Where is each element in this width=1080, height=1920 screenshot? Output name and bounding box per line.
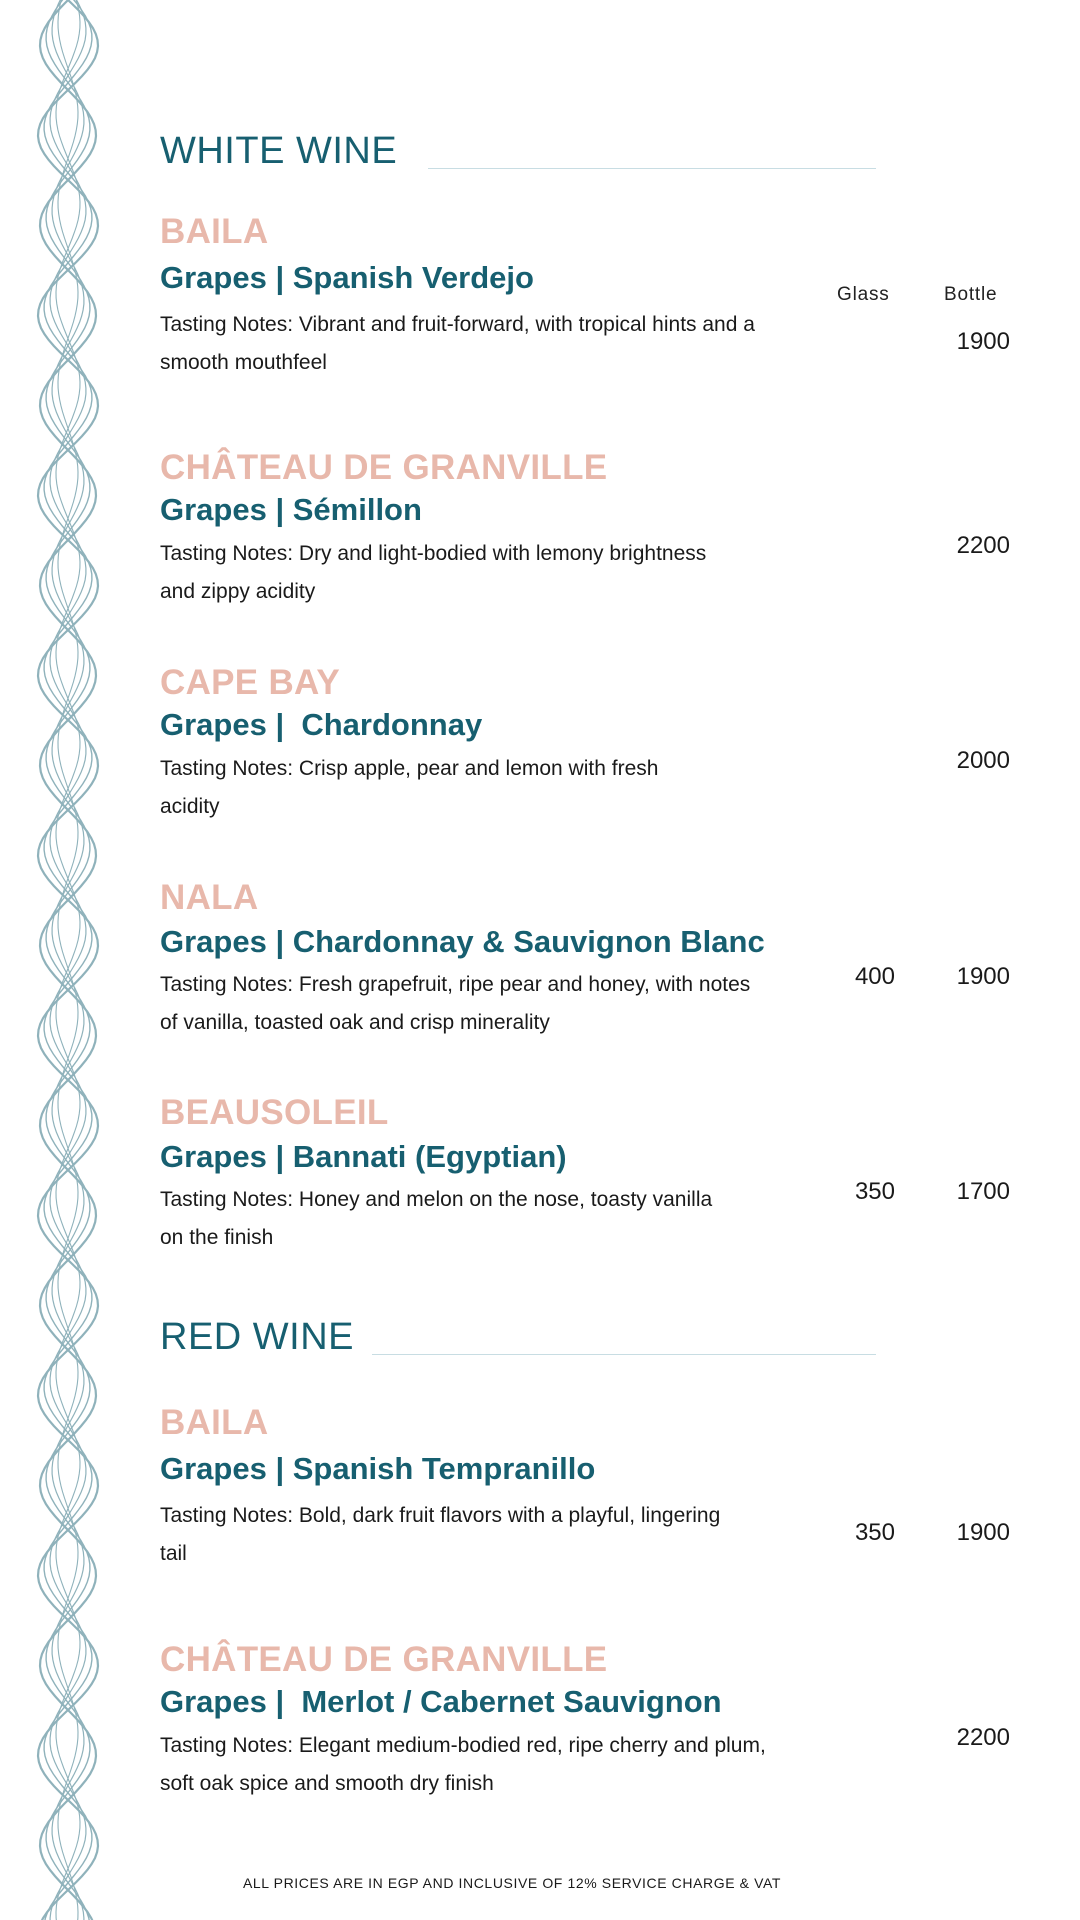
wine-tasting-notes: Tasting Notes: Crisp apple, pear and lemon with fresh acidity	[160, 757, 659, 818]
wine-tasting-notes: Tasting Notes: Fresh grapefruit, ripe pear and honey, with notes of vanilla, toasted oak and crisp minerality	[160, 973, 751, 1034]
wine-tasting-notes: Tasting Notes: Bold, dark fruit flavors with a playful, lingering tail	[160, 1504, 721, 1565]
price-glass: 350	[854, 1178, 895, 1205]
wave-strand	[40, 0, 96, 1920]
price-bottle: 1900	[956, 963, 1010, 990]
price-glass: 400	[854, 963, 895, 990]
wine-grapes: Grapes | Chardonnay	[160, 707, 483, 742]
column-header-glass: Glass	[837, 284, 890, 305]
wine-grapes: Grapes | Spanish Tempranillo	[160, 1451, 596, 1486]
wave-strand	[58, 0, 78, 1920]
wine-grapes: Grapes | Merlot / Cabernet Sauvignon	[160, 1684, 722, 1719]
wave-strand	[38, 0, 98, 1920]
price-bottle: 2000	[956, 747, 1010, 774]
wine-grapes: Grapes | Sémillon	[160, 492, 422, 527]
section-divider-white-wine	[428, 168, 876, 169]
wine-tasting-notes: Tasting Notes: Honey and melon on the nose, toasty vanilla on the finish	[160, 1188, 713, 1249]
wine-name: CHÂTEAU DE GRANVILLE	[160, 1640, 608, 1679]
wine-name: NALA	[160, 878, 259, 917]
price-bottle: 2200	[956, 1724, 1010, 1751]
wine-tasting-notes: Tasting Notes: Dry and light-bodied with lemony brightness and zippy acidity	[160, 542, 707, 603]
wine-name: BAILA	[160, 212, 269, 251]
price-bottle: 1900	[956, 328, 1010, 355]
wine-name: CAPE BAY	[160, 663, 341, 702]
wine-name: BEAUSOLEIL	[160, 1093, 389, 1132]
wine-name: BAILA	[160, 1403, 269, 1442]
price-bottle: 1900	[956, 1519, 1010, 1546]
section-divider-red-wine	[372, 1354, 876, 1355]
price-glass: 350	[854, 1519, 895, 1546]
price-bottle: 2200	[956, 532, 1010, 559]
price-disclaimer-footer: ALL PRICES ARE IN EGP AND INCLUSIVE OF 12% SERVICE CHARGE & VAT	[242, 1875, 782, 1891]
section-title-red-wine: RED WINE	[160, 1316, 354, 1358]
wine-grapes: Grapes | Bannati (Egyptian)	[160, 1139, 567, 1174]
wine-grapes: Grapes | Chardonnay & Sauvignon Blanc	[160, 924, 765, 959]
section-title-white-wine: WHITE WINE	[160, 130, 398, 172]
wine-tasting-notes: Tasting Notes: Vibrant and fruit-forward, with tropical hints and a smooth mouthfeel	[160, 313, 755, 374]
column-header-bottle: Bottle	[944, 284, 998, 305]
decorative-wave-border	[0, 0, 130, 1920]
wine-grapes: Grapes | Spanish Verdejo	[160, 260, 534, 295]
wine-tasting-notes: Tasting Notes: Elegant medium-bodied red, ripe cherry and plum, soft oak spice and smooth dry finish	[160, 1734, 766, 1795]
price-bottle: 1700	[956, 1178, 1010, 1205]
wine-name: CHÂTEAU DE GRANVILLE	[160, 448, 608, 487]
